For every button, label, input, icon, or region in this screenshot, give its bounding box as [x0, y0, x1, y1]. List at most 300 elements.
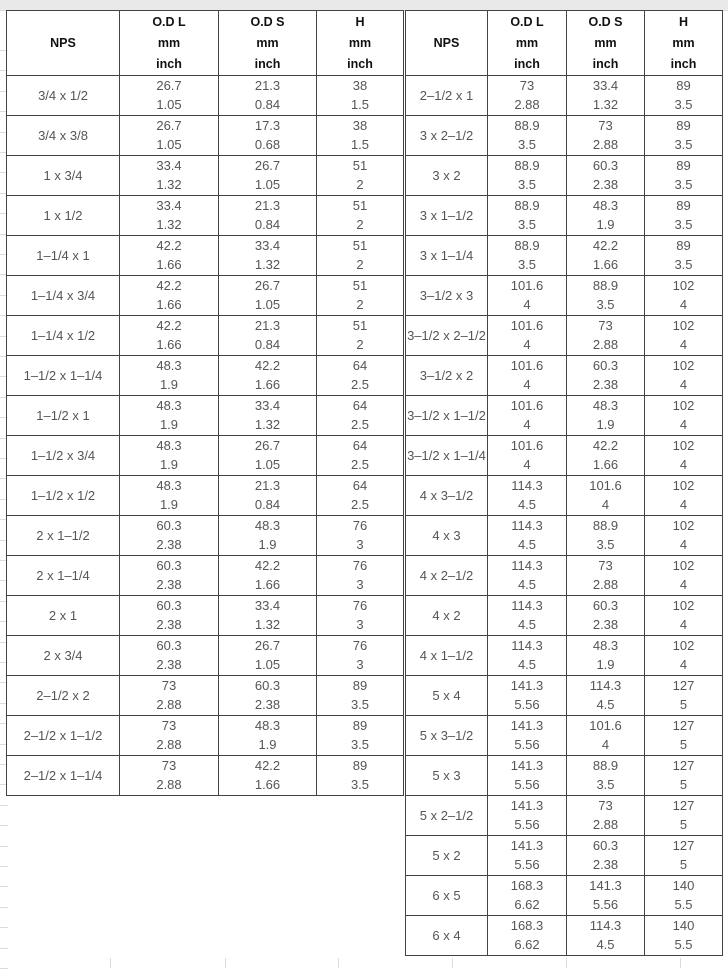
ods-mm-value: 33.4: [254, 398, 281, 413]
ods-mm-value: 26.7: [254, 638, 281, 653]
ods-inch-value: 0.84: [254, 337, 281, 352]
table-row: [406, 316, 723, 356]
ods-inch-value: 4: [601, 737, 610, 752]
odl-inch-value: 1.9: [159, 457, 179, 472]
h-inch-value: 4: [679, 657, 688, 672]
odl-mm-value: 60.3: [156, 558, 182, 573]
h-mm-value: 102: [672, 598, 695, 613]
h-inch-value: 5: [679, 817, 688, 832]
odl-cell: [120, 596, 219, 636]
ods-cell: [219, 356, 317, 396]
ods-cell: [567, 916, 645, 956]
ods-mm-value: 48.3: [254, 518, 281, 533]
odl-mm-value: 60.3: [156, 638, 182, 653]
odl-mm-value: 101.6: [510, 318, 544, 333]
h-inch-value: 3.5: [674, 177, 693, 192]
odl-cell: [488, 916, 567, 956]
h-cell: [317, 676, 404, 716]
ods-inch-value: 1.05: [254, 457, 281, 472]
odl-cell: [120, 236, 219, 276]
ods-cell: [567, 236, 645, 276]
odl-cell: [120, 476, 219, 516]
odl-inch-value: 1.32: [156, 217, 182, 232]
nps-cell: 4 x 1–1/2: [406, 636, 488, 676]
gridline: [0, 948, 8, 949]
h-inch-value: 3.5: [350, 777, 370, 792]
h-cell: [317, 476, 404, 516]
h-inch-value: 2.5: [350, 417, 370, 432]
h-mm-value: 89: [676, 78, 691, 93]
h-mm-value: 102: [672, 558, 695, 573]
ods-inch-value: 1.66: [254, 577, 281, 592]
ods-cell: [567, 196, 645, 236]
h-inch-value: 4: [679, 617, 688, 632]
nps-cell: 2 x 3/4: [7, 636, 120, 676]
nps-cell: 1 x 3/4: [7, 156, 120, 196]
ods-cell: [219, 396, 317, 436]
nps-cell: 4 x 2–1/2: [406, 556, 488, 596]
table-row: [406, 596, 723, 636]
nps-cell: 2 x 1–1/4: [7, 556, 120, 596]
odl-cell: [488, 676, 567, 716]
ods-mm-value: 48.3: [592, 198, 619, 213]
h-inch-value: 1.5: [350, 97, 370, 112]
nps-cell: 3/4 x 3/8: [7, 116, 120, 156]
ods-inch-value: 1.32: [254, 617, 281, 632]
nps-cell: 2–1/2 x 1–1/2: [7, 716, 120, 756]
h-inch-value: 2.5: [350, 497, 370, 512]
odl-inch-value: 2.88: [156, 737, 182, 752]
table-row: [7, 756, 404, 796]
table-row: [7, 676, 404, 716]
h-cell: [645, 716, 723, 756]
odl-mm-value: 141.3: [510, 838, 544, 853]
ods-mm-value: 73: [598, 558, 613, 573]
gridline: [0, 886, 8, 887]
ods-mm-value: 26.7: [254, 158, 281, 173]
odl-inch-value: 1.9: [159, 417, 179, 432]
h-mm-value: 102: [672, 478, 695, 493]
h-inch-value: 4: [679, 577, 688, 592]
odl-mm-value: 141.3: [510, 718, 544, 733]
table-row: [406, 276, 723, 316]
ods-cell: [219, 476, 317, 516]
table-row: [7, 236, 404, 276]
ods-cell: [567, 676, 645, 716]
odl-inch-value: 1.9: [159, 377, 179, 392]
ods-mm-value: 17.3: [254, 118, 281, 133]
table-row: [406, 836, 723, 876]
nps-cell: 1–1/4 x 1: [7, 236, 120, 276]
ods-inch-value: 0.84: [254, 497, 281, 512]
h-inch-value: 3.5: [674, 217, 693, 232]
odl-mm-value: 114.3: [511, 558, 543, 573]
ods-cell: [567, 396, 645, 436]
odl-inch-value: 1.32: [156, 177, 182, 192]
odl-inch-value: 4.5: [517, 537, 537, 552]
h-mm-value: 102: [672, 358, 695, 373]
ods-inch-value: 0.84: [254, 97, 281, 112]
ods-inch-value: 1.66: [592, 257, 619, 272]
ods-inch-value: 0.84: [254, 217, 281, 232]
h-cell: [645, 156, 723, 196]
h-inch-value: 5: [679, 737, 688, 752]
nps-cell: 1–1/4 x 3/4: [7, 276, 120, 316]
h-mm-value: 76: [352, 598, 368, 613]
h-inch-value: 1.5: [350, 137, 370, 152]
odl-mm-value: 101.6: [510, 358, 544, 373]
h-mm-value: 89: [676, 238, 691, 253]
ods-inch-value: 2.88: [592, 337, 619, 352]
ods-inch-value: 1.66: [592, 457, 619, 472]
ods-cell: [567, 156, 645, 196]
h-cell: [645, 636, 723, 676]
h-header: H mm inch: [645, 11, 723, 76]
table-header-row: [406, 11, 723, 76]
h-mm-value: 102: [672, 398, 695, 413]
ods-inch-value: 2.38: [592, 177, 619, 192]
odl-mm-value: 73: [161, 678, 177, 693]
table-header-row: [7, 11, 404, 76]
table-row: [7, 596, 404, 636]
h-mm-value: 64: [352, 438, 368, 453]
nps-cell: 5 x 2: [406, 836, 488, 876]
h-cell: [645, 556, 723, 596]
h-cell: [317, 156, 404, 196]
table-row: [406, 716, 723, 756]
nps-cell: 3 x 2: [406, 156, 488, 196]
h-inch-value: 3: [356, 537, 364, 552]
ods-mm-value: 101.6: [589, 478, 622, 493]
odl-mm-value: 26.7: [156, 78, 182, 93]
odl-header: O.D L mm inch: [120, 11, 219, 76]
odl-mm-value: 48.3: [156, 438, 182, 453]
ods-inch-value: 1.05: [254, 177, 281, 192]
table-row: [7, 76, 404, 116]
h-inch-value: 5.5: [674, 897, 693, 912]
odl-mm-value: 42.2: [156, 238, 182, 253]
odl-cell: [120, 716, 219, 756]
ods-mm-value: 42.2: [254, 758, 281, 773]
odl-mm-value: 73: [161, 758, 177, 773]
h-mm-value: 127: [672, 758, 695, 773]
table-row: [406, 236, 723, 276]
table-row: [7, 356, 404, 396]
h-cell: [317, 316, 404, 356]
odl-cell: [488, 436, 567, 476]
odl-cell: [120, 636, 219, 676]
nps-cell: 6 x 5: [406, 876, 488, 916]
ods-cell: [219, 556, 317, 596]
ods-mm-value: 60.3: [592, 158, 619, 173]
nps-cell: 3–1/2 x 2: [406, 356, 488, 396]
odl-mm-value: 48.3: [156, 358, 182, 373]
table-row: [406, 156, 723, 196]
h-cell: [645, 516, 723, 556]
gridline: [225, 958, 226, 968]
h-inch-value: 3.5: [674, 97, 693, 112]
ods-cell: [219, 316, 317, 356]
ods-inch-value: 3.5: [596, 777, 615, 792]
odl-cell: [120, 156, 219, 196]
h-inch-value: 2: [356, 337, 364, 352]
ods-cell: [567, 556, 645, 596]
h-cell: [645, 196, 723, 236]
gridline: [452, 958, 453, 968]
gridline: [0, 927, 8, 928]
odl-mm-value: 48.3: [156, 398, 182, 413]
h-mm-value: 102: [672, 278, 695, 293]
ods-mm-value: 33.4: [592, 78, 619, 93]
h-mm-value: 102: [672, 318, 695, 333]
h-cell: [645, 396, 723, 436]
ods-cell: [567, 756, 645, 796]
h-inch-value: 3.5: [674, 137, 693, 152]
h-mm-value: 89: [676, 118, 691, 133]
h-cell: [317, 356, 404, 396]
table-row: [406, 76, 723, 116]
ods-mm-value: 48.3: [592, 398, 619, 413]
odl-cell: [488, 876, 567, 916]
odl-inch-value: 2.38: [156, 617, 182, 632]
odl-mm-value: 88.9: [514, 198, 540, 213]
gridline: [566, 958, 567, 968]
nps-cell: 2–1/2 x 1: [406, 76, 488, 116]
odl-cell: [488, 276, 567, 316]
odl-mm-value: 73: [519, 78, 535, 93]
table-row: [7, 436, 404, 476]
ods-inch-value: 4.5: [596, 697, 615, 712]
ods-mm-value: 73: [598, 798, 613, 813]
h-inch-value: 5: [679, 697, 688, 712]
nps-cell: 3–1/2 x 1–1/4: [406, 436, 488, 476]
ods-mm-value: 48.3: [592, 638, 619, 653]
nps-cell: 1–1/2 x 1–1/4: [7, 356, 120, 396]
nps-cell: 3 x 1–1/4: [406, 236, 488, 276]
odl-inch-value: 4: [523, 377, 531, 392]
ods-cell: [567, 516, 645, 556]
gridline: [0, 846, 8, 847]
ods-header: O.D S mm inch: [219, 11, 317, 76]
odl-mm-value: 168.3: [510, 878, 544, 893]
ods-inch-value: 1.9: [258, 737, 277, 752]
odl-mm-value: 88.9: [514, 118, 540, 133]
odl-inch-value: 1.66: [156, 257, 182, 272]
odl-cell: [120, 436, 219, 476]
h-cell: [645, 756, 723, 796]
table-row: [406, 196, 723, 236]
odl-cell: [488, 516, 567, 556]
odl-mm-value: 73: [161, 718, 177, 733]
odl-cell: [488, 356, 567, 396]
odl-inch-value: 1.05: [156, 137, 182, 152]
ods-mm-value: 60.3: [592, 598, 619, 613]
odl-cell: [488, 756, 567, 796]
ods-cell: [567, 836, 645, 876]
gridline: [0, 825, 8, 826]
h-cell: [645, 916, 723, 956]
h-cell: [645, 316, 723, 356]
h-mm-value: 127: [672, 798, 695, 813]
gridline: [680, 958, 681, 968]
ods-mm-value: 73: [598, 318, 613, 333]
table-row: [406, 756, 723, 796]
table-row: [406, 676, 723, 716]
table-row: [406, 436, 723, 476]
ods-cell: [219, 276, 317, 316]
odl-mm-value: 141.3: [510, 678, 544, 693]
h-cell: [645, 76, 723, 116]
nps-cell: 3 x 2–1/2: [406, 116, 488, 156]
odl-inch-value: 5.56: [514, 777, 540, 792]
h-inch-value: 2.5: [350, 457, 370, 472]
ods-mm-value: 114.3: [589, 918, 622, 933]
h-cell: [645, 276, 723, 316]
h-cell: [645, 796, 723, 836]
h-mm-value: 51: [352, 278, 368, 293]
ods-cell: [567, 76, 645, 116]
odl-mm-value: 101.6: [510, 278, 544, 293]
odl-header: O.D L mm inch: [488, 11, 567, 76]
nps-cell: 3/4 x 1/2: [7, 76, 120, 116]
odl-inch-value: 4: [523, 417, 531, 432]
h-mm-value: 38: [352, 118, 368, 133]
table-row: [406, 916, 723, 956]
h-mm-value: 89: [676, 198, 691, 213]
odl-cell: [488, 396, 567, 436]
table-row: [7, 156, 404, 196]
ods-mm-value: 21.3: [254, 478, 281, 493]
ods-cell: [567, 316, 645, 356]
odl-mm-value: 114.3: [511, 518, 543, 533]
ods-mm-value: 101.6: [589, 718, 622, 733]
nps-cell: 6 x 4: [406, 916, 488, 956]
h-inch-value: 4: [679, 297, 688, 312]
nps-cell: 3–1/2 x 2–1/2: [406, 316, 488, 356]
h-mm-value: 38: [352, 78, 368, 93]
ods-mm-value: 88.9: [592, 278, 619, 293]
ods-inch-value: 2.38: [592, 617, 619, 632]
nps-cell: 4 x 3–1/2: [406, 476, 488, 516]
ods-mm-value: 21.3: [254, 78, 281, 93]
odl-inch-value: 6.62: [514, 897, 540, 912]
h-cell: [645, 436, 723, 476]
odl-cell: [488, 76, 567, 116]
table-row: [7, 476, 404, 516]
gridline: [0, 907, 8, 908]
odl-mm-value: 88.9: [514, 158, 540, 173]
h-mm-value: 76: [352, 558, 368, 573]
gridline: [338, 958, 339, 968]
nps-cell: 2–1/2 x 1–1/4: [7, 756, 120, 796]
ods-mm-value: 73: [598, 118, 613, 133]
table-row: [406, 636, 723, 676]
ods-inch-value: 2.88: [592, 817, 619, 832]
ods-inch-value: 1.9: [596, 417, 615, 432]
h-cell: [317, 636, 404, 676]
h-inch-value: 3.5: [350, 697, 370, 712]
ods-inch-value: 1.32: [254, 257, 281, 272]
ods-cell: [567, 876, 645, 916]
ods-inch-value: 1.66: [254, 377, 281, 392]
ods-inch-value: 4.5: [596, 937, 615, 952]
h-mm-value: 140: [672, 918, 695, 933]
h-inch-value: 4: [679, 497, 688, 512]
nps-cell: 2 x 1–1/2: [7, 516, 120, 556]
ods-cell: [567, 476, 645, 516]
odl-inch-value: 2.88: [156, 697, 182, 712]
ods-cell: [219, 636, 317, 676]
odl-inch-value: 3.5: [517, 257, 537, 272]
h-mm-value: 89: [352, 718, 368, 733]
gridline: [110, 958, 111, 968]
odl-inch-value: 4.5: [517, 617, 537, 632]
ods-cell: [567, 796, 645, 836]
ods-mm-value: 141.3: [589, 878, 622, 893]
h-cell: [645, 876, 723, 916]
nps-cell: 1–1/2 x 1/2: [7, 476, 120, 516]
odl-mm-value: 114.3: [511, 598, 543, 613]
h-mm-value: 102: [672, 438, 695, 453]
ods-cell: [567, 596, 645, 636]
odl-cell: [120, 356, 219, 396]
odl-mm-value: 26.7: [156, 118, 182, 133]
ods-inch-value: 2.38: [592, 377, 619, 392]
ods-cell: [219, 676, 317, 716]
ods-cell: [219, 756, 317, 796]
ods-inch-value: 1.9: [596, 657, 615, 672]
nps-cell: 4 x 2: [406, 596, 488, 636]
nps-header: NPS: [406, 11, 488, 76]
table-row: [406, 796, 723, 836]
odl-inch-value: 4: [523, 457, 531, 472]
ods-inch-value: 2.88: [592, 137, 619, 152]
table-row: [406, 356, 723, 396]
odl-inch-value: 3.5: [517, 137, 537, 152]
ods-inch-value: 0.68: [254, 137, 281, 152]
h-mm-value: 89: [352, 758, 368, 773]
h-mm-value: 127: [672, 718, 695, 733]
odl-mm-value: 114.3: [511, 638, 543, 653]
nps-cell: 1 x 1/2: [7, 196, 120, 236]
ods-mm-value: 21.3: [254, 198, 281, 213]
h-mm-value: 76: [352, 518, 368, 533]
ods-cell: [219, 156, 317, 196]
h-cell: [317, 276, 404, 316]
nps-cell: 3–1/2 x 3: [406, 276, 488, 316]
ods-mm-value: 33.4: [254, 238, 281, 253]
ods-mm-value: 114.3: [589, 678, 622, 693]
ods-inch-value: 3.5: [596, 537, 615, 552]
h-cell: [317, 516, 404, 556]
nps-header: NPS: [7, 11, 120, 76]
odl-inch-value: 4.5: [517, 657, 537, 672]
table-row: [7, 636, 404, 676]
ods-inch-value: 2.38: [254, 697, 281, 712]
h-cell: [645, 236, 723, 276]
h-mm-value: 51: [352, 158, 368, 173]
table-row: [7, 316, 404, 356]
ods-mm-value: 21.3: [254, 318, 281, 333]
odl-mm-value: 88.9: [514, 238, 540, 253]
odl-inch-value: 2.38: [156, 657, 182, 672]
h-cell: [645, 676, 723, 716]
odl-mm-value: 33.4: [156, 158, 182, 173]
h-cell: [645, 836, 723, 876]
h-header: H mm inch: [317, 11, 404, 76]
h-cell: [317, 76, 404, 116]
nps-cell: 5 x 2–1/2: [406, 796, 488, 836]
